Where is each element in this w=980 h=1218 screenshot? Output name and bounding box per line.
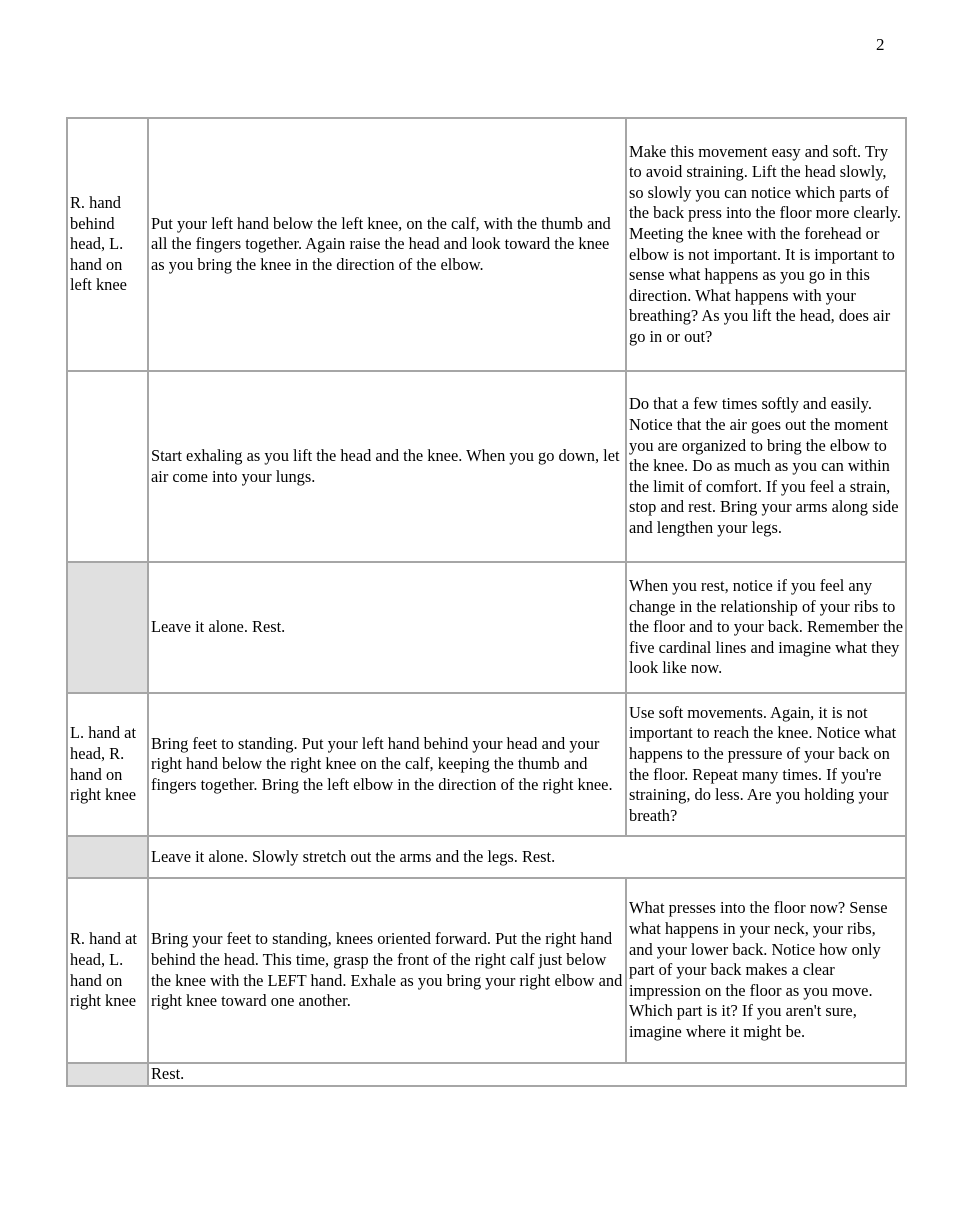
table-row bbox=[67, 118, 906, 371]
instruction-cell: Leave it alone. Slowly stretch out the arms and the legs. Rest. bbox=[148, 836, 906, 878]
table-row bbox=[67, 371, 906, 562]
note-cell: Do that a few times softly and easily. Notice that the air goes out the moment you are organized to bring the elbow to the knee. Do as much as you can within the limit of comfort. If you feel a strain, stop and rest. Bring your arms along side and lengthen your legs. bbox=[626, 371, 906, 562]
note-cell: Use soft movements. Again, it is not important to reach the knee. Notice what happens to the pressure of your back on the floor. Repeat many times. If you're straining, do less. Are you holding your breath? bbox=[626, 693, 906, 836]
table-row bbox=[67, 1063, 906, 1086]
position-cell bbox=[67, 371, 148, 562]
table-row bbox=[67, 693, 906, 836]
instruction-cell: Put your left hand below the left knee, on the calf, with the thumb and all the fingers together. Again raise the head and look toward the knee as you bring the knee in the direction of the elbow. bbox=[148, 118, 626, 371]
instruction-cell: Bring your feet to standing, knees oriented forward. Put the right hand behind the head. This time, grasp the front of the right calf just below the knee with the LEFT hand. Exhale as you bring your right elbow and right knee toward one another. bbox=[148, 878, 626, 1063]
instruction-cell: Bring feet to standing. Put your left hand behind your head and your right hand below the right knee on the calf, keeping the thumb and fingers together. Bring the left elbow in the direction of the right knee. bbox=[148, 693, 626, 836]
position-cell-shaded bbox=[67, 1063, 148, 1086]
instruction-cell: Rest. bbox=[148, 1063, 906, 1086]
position-cell: R. hand at head, L. hand on right knee bbox=[67, 878, 148, 1063]
note-cell: When you rest, notice if you feel any change in the relationship of your ribs to the floor and to your back. Remember the five cardinal lines and imagine what they look like now. bbox=[626, 562, 906, 693]
instruction-cell: Start exhaling as you lift the head and the knee. When you go down, let air come into your lungs. bbox=[148, 371, 626, 562]
table-row bbox=[67, 836, 906, 878]
position-cell: L. hand at head, R. hand on right knee bbox=[67, 693, 148, 836]
position-cell: R. hand behind head, L. hand on left knee bbox=[67, 118, 148, 371]
instruction-cell: Leave it alone. Rest. bbox=[148, 562, 626, 693]
note-cell: What presses into the floor now? Sense what happens in your neck, your ribs, and your lower back. Notice how only part of your back makes a clear impression on the floor as you move. Which part is it? If you aren't sure, imagine where it might be. bbox=[626, 878, 906, 1063]
page-number: 2 bbox=[876, 35, 885, 54]
position-cell-shaded bbox=[67, 836, 148, 878]
lesson-table bbox=[66, 117, 907, 1087]
table-row bbox=[67, 878, 906, 1063]
position-cell-shaded bbox=[67, 562, 148, 693]
note-cell: Make this movement easy and soft. Try to avoid straining. Lift the head slowly, so slowly you can notice which parts of the back press into the floor more clearly. Meeting the knee with the forehead or elbow is not important. It is important to sense what happens as you go in this direction. What happens with your breathing? As you lift the head, does air go in or out? bbox=[626, 118, 906, 371]
table-row bbox=[67, 562, 906, 693]
